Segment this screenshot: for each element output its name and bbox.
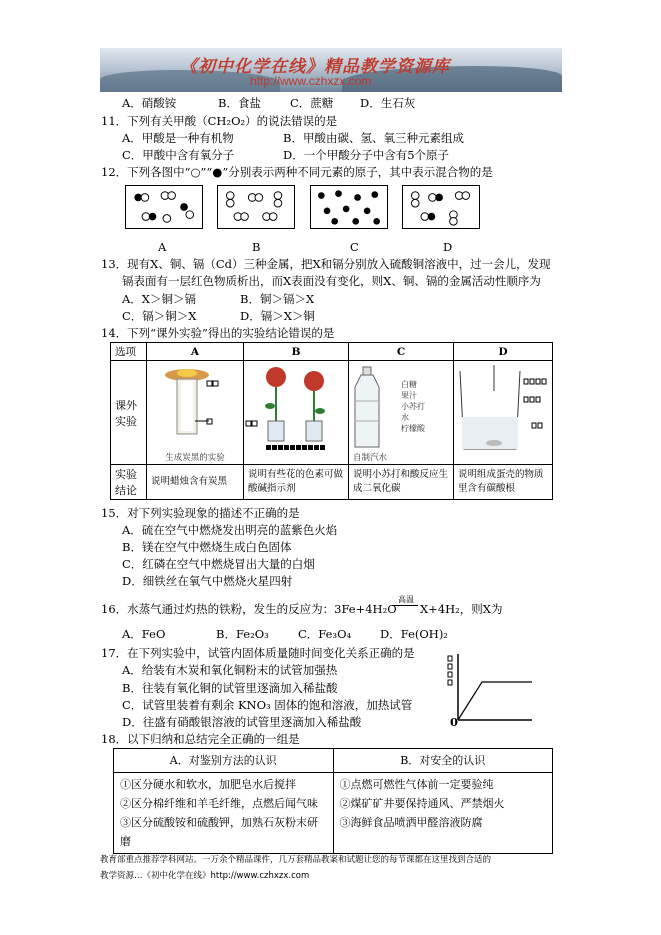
q14-c-label: 柠檬酸 — [401, 424, 425, 433]
page-footer — [100, 852, 570, 884]
footer-url[interactable]: http://www.czhxzx.com — [210, 871, 310, 881]
q12-diagrams — [125, 185, 525, 229]
q12-box-c — [310, 185, 388, 229]
q14-c-label: 水 — [401, 413, 409, 422]
q11-option-b: B．甲酸由碳、氢、氧三种元素组成 — [283, 131, 464, 145]
q14-conclusion-b: 说明有些花的色素可做酸碱指示剂 — [244, 465, 349, 500]
q14-conclusion-d: 说明组成蛋壳的物质里含有碳酸根 — [454, 465, 553, 500]
q14-cell-d — [454, 361, 553, 465]
q12-stem: 12．下列各图中“○”“●”分别表示两种不同元素的原子，其中表示混合物的是 — [101, 165, 493, 179]
q13-option-d: D．镉＞X＞铜 — [240, 309, 315, 323]
q10-option-d: D．生石灰 — [360, 96, 416, 110]
q14-header-b: B — [244, 343, 349, 361]
q17-option-c: C．试管里装着有剩余 KNO₃ 固体的饱和溶液，加热试管 — [122, 698, 413, 712]
q14-row-label-conclusion: 实验结论 — [111, 465, 147, 500]
q14-header-option: 选项 — [111, 343, 147, 361]
q14-header-a: A — [147, 343, 244, 361]
q12-label-b: B — [252, 240, 261, 254]
q12-box-d — [402, 185, 480, 229]
header-banner — [100, 48, 562, 92]
q15-option-d: D．细铁丝在氧气中燃烧火星四射 — [122, 574, 293, 588]
q14-header-c: C — [349, 343, 454, 361]
q16-option-d: D．Fe(OH)₂ — [380, 627, 448, 641]
q14-cell-b — [244, 361, 349, 465]
q14-cell-c — [349, 361, 454, 465]
q11-option-c: C．甲酸中含有氧分子 — [122, 148, 235, 162]
q18-col-a — [114, 773, 334, 854]
q10-option-c: C．蔗糖 — [290, 96, 334, 110]
q16-option-c: C．Fe₃O₄ — [298, 627, 352, 641]
q18-col-a-item: ①区分硬水和软水，加肥皂水后搅拌 — [120, 778, 296, 791]
q14-caption-a: 生成炭黑的实验 — [165, 453, 225, 463]
q18-col-b-item: ①点燃可燃性气体前一定要验纯 — [339, 778, 494, 791]
q18-col-b — [333, 773, 553, 854]
banner-title: 《初中化学在线》精品教学资源库 — [180, 57, 450, 77]
q12-label-a: A — [158, 240, 167, 254]
q17-option-d: D．往盛有硝酸银溶液的试管里逐滴加入稀盐酸 — [122, 715, 362, 729]
q11-option-a: A．甲酸是一种有机物 — [122, 131, 234, 145]
q14-stem: 14．下列“课外实验”得出的实验结论错误的是 — [101, 326, 335, 340]
q16-arrow — [392, 605, 418, 606]
q16-stem: 16．水蒸气通过灼热的铁粉，发生的反应为：3Fe+4H₂O — [101, 602, 397, 616]
q13-option-c: C．镉＞铜＞X — [122, 309, 197, 323]
q18-stem: 18．以下归纳和总结完全正确的一组是 — [101, 732, 300, 746]
q14-rose-illustration — [244, 361, 348, 461]
q13-stem: 13．现有X、铜、镉（Cd）三种金属，把X和镉分别放入硫酸铜溶液中，过一会儿，发现 — [101, 257, 551, 271]
footer-line2-text: 教学资源…《初中化学在线》 — [100, 871, 211, 881]
q15-stem: 15．对下列实验现象的描述不正确的是 — [101, 506, 300, 520]
q14-candle-illustration — [147, 361, 243, 461]
q17-option-b: B．往装有氧化铜的试管里逐滴加入稀盐酸 — [122, 681, 338, 695]
footer-line2 — [100, 868, 570, 884]
q17-stem: 17．在下列实验中，试管内固体质量随时间变化关系正确的是 — [101, 646, 415, 660]
q12-label-d: D — [443, 240, 453, 254]
q17-graph-origin: 0 — [450, 715, 459, 729]
q14-conclusion-a: 说明蜡烛含有炭黑 — [147, 465, 244, 500]
q16-option-b: B．Fe₂O₃ — [216, 627, 269, 641]
q18-table — [113, 748, 553, 854]
q12-box-b — [217, 185, 295, 229]
q16-option-a: A．FeO — [122, 627, 166, 641]
q14-row-label-experiment: 课外实验 — [111, 361, 147, 465]
q15-option-b: B．镁在空气中燃烧生成白色固体 — [122, 540, 292, 554]
q13-stem-line2: 镉表面有一层红色物质析出，而X表面没有变化，则X、铜、镉的金属活动性顺序为 — [122, 274, 541, 288]
q14-c-label: 白糖 — [401, 380, 417, 389]
q15-option-c: C．红磷在空气中燃烧冒出大量的白烟 — [122, 557, 315, 571]
footer-line1: 教育部重点推荐学科网站。一万余个精品课件，几万套精品教案和试题让您的每节课都在这里找到合适的 — [100, 855, 492, 865]
q11-stem: 11．下列有关甲酸（CH₂O₂）的说法错误的是 — [101, 114, 338, 128]
q14-c-label: 果汁 — [401, 391, 417, 400]
q18-col-b-title: B．对安全的认识 — [333, 749, 553, 773]
q10-option-a: A．硝酸铵 — [122, 96, 177, 110]
q14-header-d: D — [454, 343, 553, 361]
q18-col-b-item: ③海鲜食品喷洒甲醛溶液防腐 — [339, 816, 483, 829]
q18-col-a-item: ②区分棉纤维和羊毛纤维，点燃后闻气味 — [120, 797, 318, 810]
q18-col-b-item: ②煤矿矿井要保持通风、严禁烟火 — [339, 797, 505, 810]
banner-url[interactable]: http://www.czhxzx.com — [250, 74, 372, 88]
q14-beaker-illustration — [454, 361, 552, 461]
q17-option-a: A．给装有木炭和氧化铜粉末的试管加强热 — [122, 663, 338, 677]
q12-label-c: C — [350, 240, 359, 254]
q18-col-a-title: A．对鉴别方法的认识 — [114, 749, 334, 773]
q13-option-a: A．X＞铜＞镉 — [122, 292, 196, 306]
q18-col-a-item: ③区分硫酸铵和硫酸钾，加熟石灰粉末研磨 — [120, 816, 318, 848]
q14-c-labels — [401, 379, 425, 434]
q13-option-b: B．铜＞镉＞X — [240, 292, 315, 306]
q12-box-a — [125, 185, 203, 229]
q11-option-d: D．一个甲酸分子中含有5个原子 — [283, 148, 450, 162]
q16-stem-end: X+4H₂，则X为 — [420, 602, 503, 616]
q14-caption-c: 自制汽水 — [353, 453, 388, 463]
q10-option-b: B．食盐 — [218, 96, 261, 110]
q14-conclusion-c: 说明小苏打和酸反应生成二氧化碳 — [349, 465, 454, 500]
q14-table — [110, 342, 553, 500]
q15-option-a: A．硫在空气中燃烧发出明亮的蓝紫色火焰 — [122, 523, 338, 537]
q16-condition: 高温 — [398, 595, 414, 604]
q14-cell-a — [147, 361, 244, 465]
q14-c-label: 小苏打 — [401, 402, 425, 411]
